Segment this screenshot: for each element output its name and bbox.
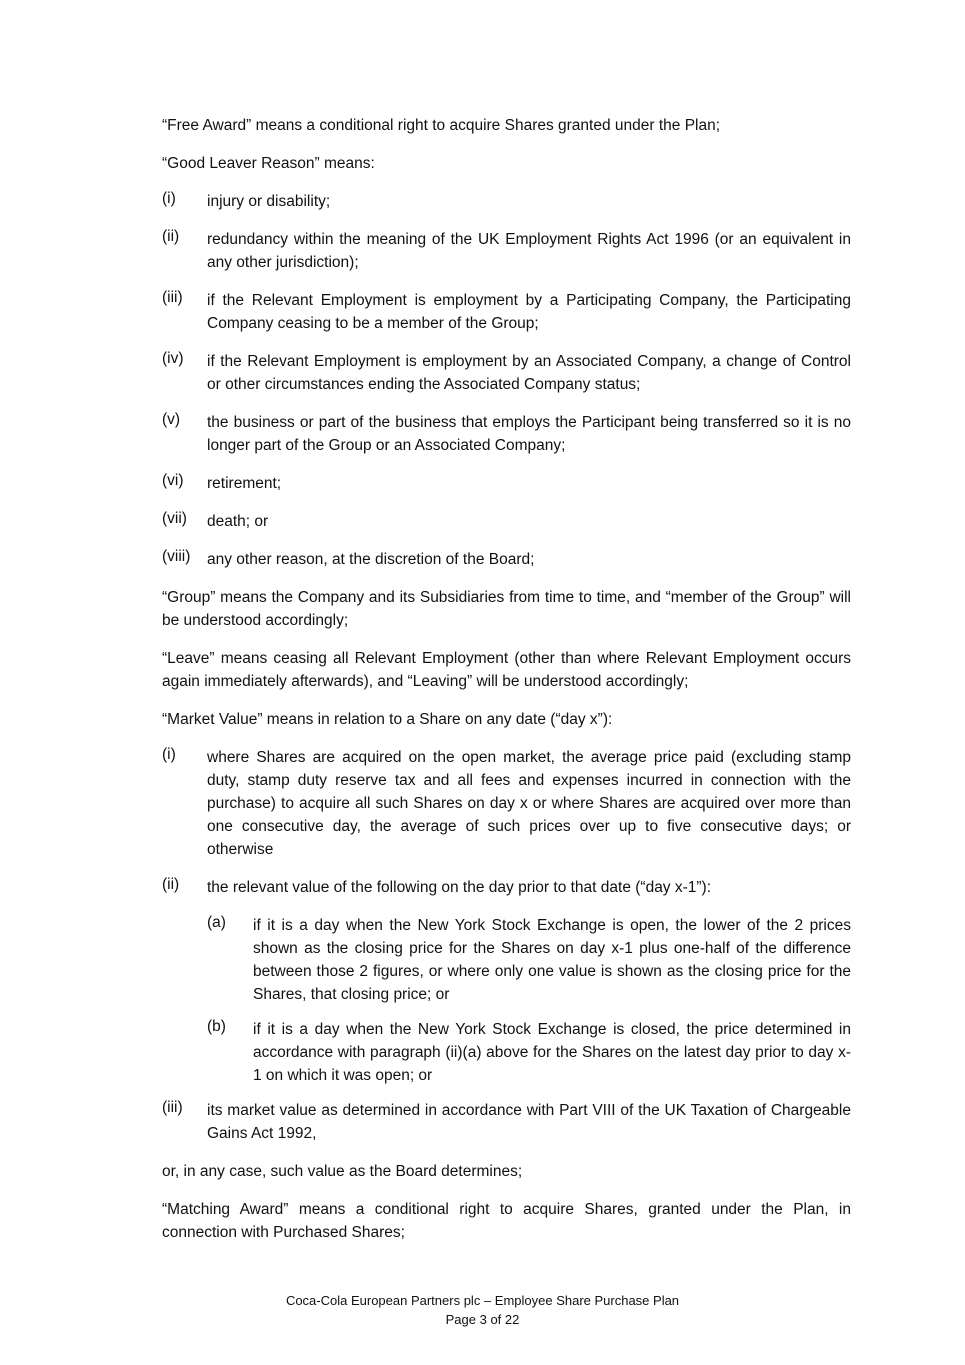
sub-list-item: (a) if it is a day when the New York Stock Exchange is open, the lower of the 2 prices shown as the closing price for the Shares on day x-1 plus one-half of the difference between those 2 figures, or where only one value is shown as the closing price for the Shares, that closing price; or bbox=[207, 914, 851, 1003]
list-item: (i) where Shares are acquired on the open market, the average price paid (excluding stamp duty, stamp duty reserve tax and all fees and expenses incurred in connection with the purchase) to acquire all such Shares on day x or where Shares are acquired over more than one consecutive day, the average of such prices over up to five consecutive days; or otherwise bbox=[162, 746, 851, 858]
list-item: (iv) if the Relevant Employment is employment by an Associated Company, a change of Control or other circumstances ending the Associated Company status; bbox=[162, 350, 851, 393]
definition-good-leaver-intro: “Good Leaver Reason” means: bbox=[162, 155, 375, 172]
definition-group: “Group” means the Company and its Subsidiaries from time to time, and “member of the Group” will be understood accordingly; bbox=[162, 589, 851, 629]
definition-matching-award: “Matching Award” means a conditional right to acquire Shares, granted under the Plan, in connection with Purchased Shares; bbox=[162, 1201, 851, 1241]
list-item: (ii) the relevant value of the following on the day prior to that date (“day x-1”): bbox=[162, 876, 712, 896]
list-item: (viii) any other reason, at the discretion of the Board; bbox=[162, 548, 535, 568]
list-item: (iii) if the Relevant Employment is employment by a Participating Company, the Participating Company ceasing to be a member of the Group; bbox=[162, 289, 851, 332]
page-footer bbox=[0, 1291, 965, 1329]
definition-free-award: “Free Award” means a conditional right to acquire Shares granted under the Plan; bbox=[162, 117, 721, 134]
list-item: (v) the business or part of the business that employs the Participant being transferred so it is no longer part of the Group or an Associated Company; bbox=[162, 411, 851, 454]
definition-market-value-intro: “Market Value” means in relation to a Share on any date (“day x”): bbox=[162, 711, 613, 728]
document-body bbox=[162, 114, 851, 1259]
footer-page-number: Page 3 of 22 bbox=[445, 1312, 520, 1327]
list-item: (iii) its market value as determined in accordance with Part VIII of the UK Taxation of Chargeable Gains Act 1992, bbox=[162, 1099, 851, 1142]
footer-title: Coca-Cola European Partners plc – Employee Share Purchase Plan bbox=[285, 1293, 680, 1308]
definition-leave: “Leave” means ceasing all Relevant Employment (other than where Relevant Employment occurs again immediately afterwards), and “Leaving” will be understood accordingly; bbox=[162, 650, 851, 690]
list-item: (vi) retirement; bbox=[162, 472, 282, 492]
list-item: (ii) redundancy within the meaning of the UK Employment Rights Act 1996 (or an equivalent in any other jurisdiction); bbox=[162, 228, 851, 271]
list-item: (i) injury or disability; bbox=[162, 190, 331, 210]
definition-market-value-closing: or, in any case, such value as the Board determines; bbox=[162, 1163, 523, 1180]
sub-list-item: (b) if it is a day when the New York Stock Exchange is closed, the price determined in accordance with paragraph (ii)(a) above for the Shares on the latest day prior to day x-1 on which it was open; or bbox=[207, 1018, 851, 1084]
list-item: (vii) death; or bbox=[162, 510, 269, 530]
